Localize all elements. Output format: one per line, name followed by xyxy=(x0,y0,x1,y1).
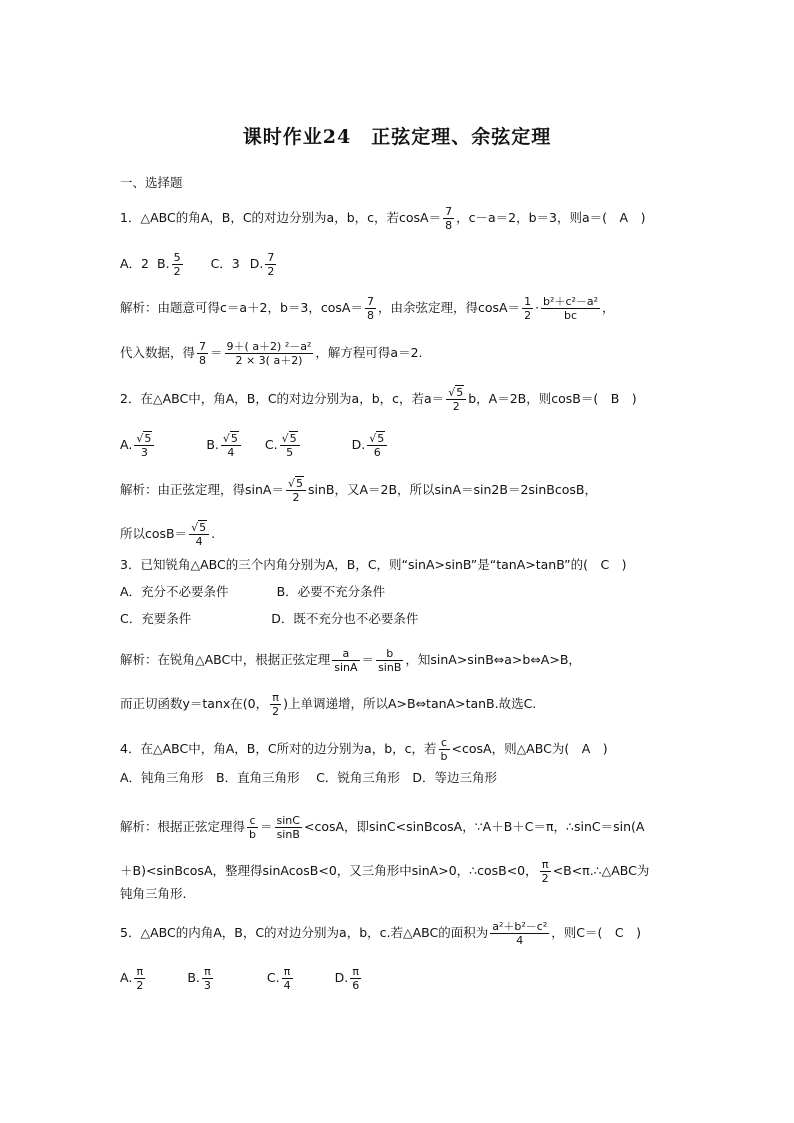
question-1-options xyxy=(120,251,278,278)
question-3-options-row-1 xyxy=(120,584,385,600)
option-b: B. $\frac{√5}{4}$ xyxy=(206,437,243,452)
question-1-analysis-line-2: 代入数据，得 $\frac{7}{8}$ ＝ $\frac{\text{9＋( a＋2) ²－a²}}{2 \times 3( a+2)}$ ，解方程可得a＝2. xyxy=(120,340,423,367)
option-d: D. $\frac{√5}{6}$ xyxy=(352,437,390,452)
option-b: B. $\frac{\pi}{3}$ xyxy=(187,965,211,992)
option-c: C. $\frac{\pi}{4}$ xyxy=(266,965,291,992)
option-d: D．既不充分也不必要条件 xyxy=(271,611,419,626)
option-a: A．充分不必要条件 xyxy=(120,584,229,599)
fraction: $\frac{7}{8}$ xyxy=(445,205,453,232)
question-4-analysis-line-1: 解析：根据正弦定理得 $\frac{c}{b}$ ＝ $\frac{\sin C}{\sin B}$ <cosA，即sinC<sinBcosA，∵A＋B＋C＝π，∴sinC＝sin(A xyxy=(120,814,645,841)
question-2-analysis-line-2: 所以cosB＝ $\frac{√5}{4}$ . xyxy=(120,521,216,548)
question-2-options xyxy=(120,432,389,459)
option-c: C．3 xyxy=(210,256,240,271)
option-c: C. $\frac{√5}{5}$ xyxy=(265,437,302,452)
question-5-stem: 5．△ABC的内角A，B，C的对边分别为a，b，c.若△ABC的面积为 $\frac{\text{a²＋b²－c²}}{4}$ ，则C＝( C ) xyxy=(120,920,641,947)
question-4-options: A．钝角三角形 B．直角三角形 C．锐角三角形 D．等边三角形 xyxy=(120,770,497,785)
question-1-analysis-line-1: 解析：由题意可得c＝a＋2，b＝3，cosA＝ $\frac{7}{8}$ ，由余弦定理，得cosA＝ $\frac{1}{2}$ · $\frac{\text{b²＋c²－a²}}{bc}$ ， xyxy=(120,295,615,322)
page-title: 课时作业24 正弦定理、余弦定理 xyxy=(242,126,552,148)
question-3-stem: 3．已知锐角△ABC的三个内角分别为A，B，C，则“sinA>sinB”是“tanA>tanB”的( C ) xyxy=(120,557,627,572)
option-a: A．2 xyxy=(120,256,150,271)
question-2-analysis-line-1: 解析：由正弦定理，得sinA＝ $\frac{√5}{2}$ sinB，又A＝2B，所以sinA＝sin2B＝2sinBcosB， xyxy=(120,477,597,504)
question-4-stem: 4．在△ABC中，角A，B，C所对的边分别为a，b，c，若 $\frac{c}{b}$ <cosA，则△ABC为( A ) xyxy=(120,736,608,763)
option-c: C．充要条件 xyxy=(120,611,192,626)
option-a: A. $\frac{\pi}{2}$ xyxy=(120,965,144,992)
question-3-options-row-2 xyxy=(120,611,418,627)
section-heading: 一、选择题 xyxy=(120,175,183,190)
question-5-options xyxy=(120,965,363,992)
question-4-analysis-line-3: 钝角三角形. xyxy=(120,886,187,901)
option-d: D. $\frac{\pi}{6}$ xyxy=(334,965,360,992)
option-a: A. $\frac{√5}{3}$ xyxy=(120,437,156,452)
question-1-stem: 1．△ABC的角A，B，C的对边分别为a，b，c，若cosA＝ $\frac{7}{8}$ ，c－a＝2，b＝3，则a＝( A ) xyxy=(120,205,646,232)
question-2-stem: 2．在△ABC中，角A，B，C的对边分别为a，b，c，若a＝ $\frac{√5}{2}$ b，A＝2B，则cosB＝( B ) xyxy=(120,386,637,413)
question-3-analysis-line-2: 而正切函数y＝tanx在(0， $\frac{\pi}{2}$ )上单调递增，所以A>B⇔tanA>tanB.故选C. xyxy=(120,691,537,718)
option-b: B. $\frac{5}{2}$ xyxy=(157,251,181,278)
option-b: B．必要不充分条件 xyxy=(276,584,386,599)
option-d: D. $\frac{7}{2}$ xyxy=(249,251,275,278)
question-3-analysis-line-1: 解析：在锐角△ABC中，根据正弦定理 $\frac{a}{\sin A}$ ＝ $\frac{b}{\sin B}$ ，知sinA>sinB⇔a>b⇔A>B， xyxy=(120,647,581,674)
question-4-analysis-line-2: ＋B)<sinBcosA，整理得sinAcosB<0，又三角形中sinA>0，∴cosB<0， $\frac{\pi}{2}$ <B<π.∴△ABC为 xyxy=(120,858,650,885)
